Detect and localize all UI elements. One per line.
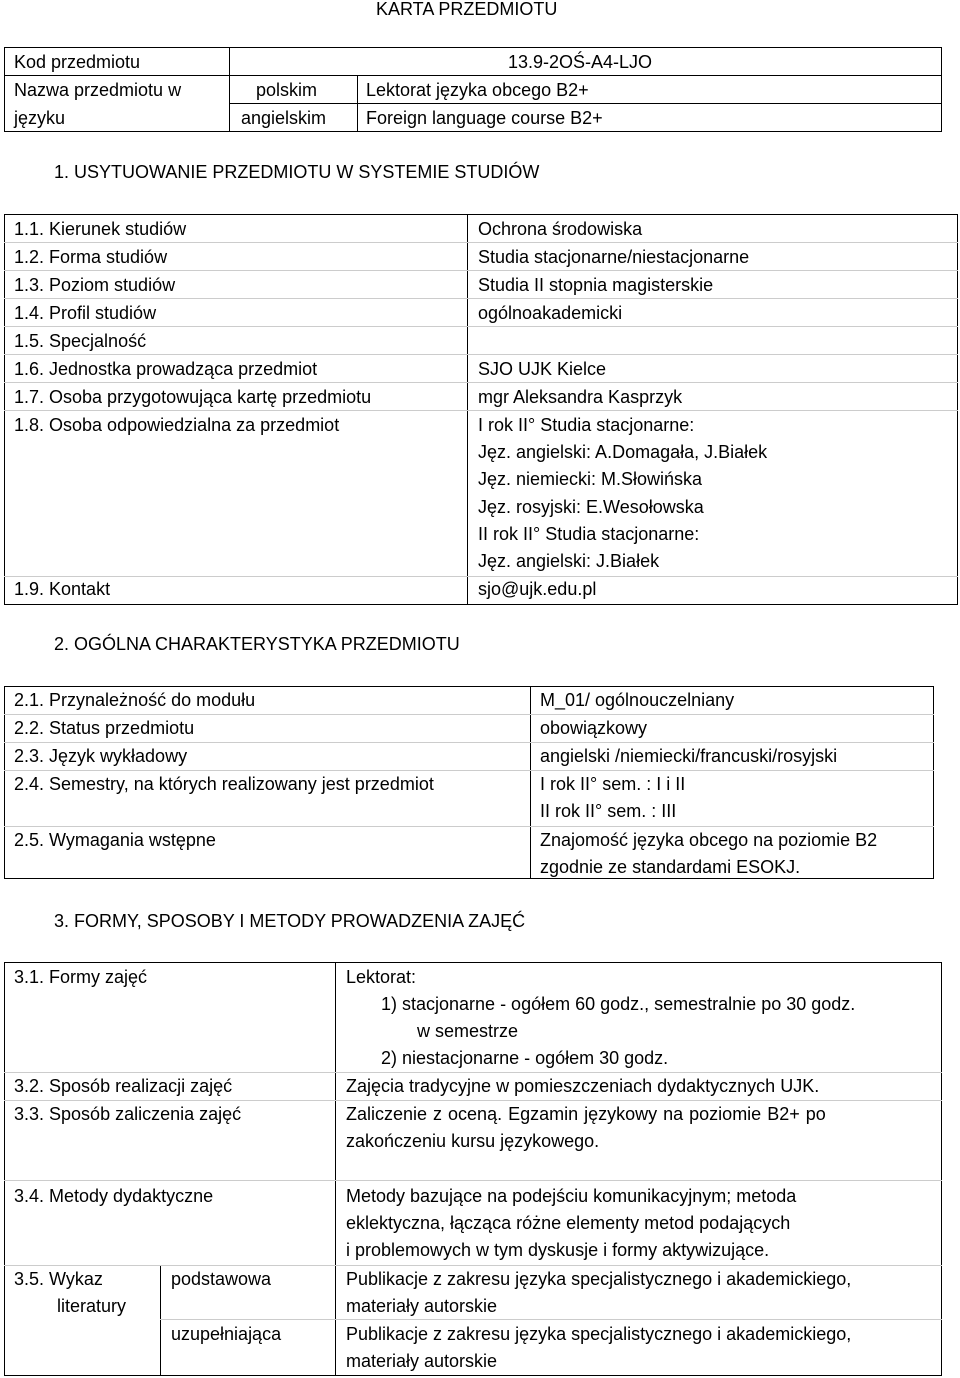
field-label: 2.5. Wymagania wstępne bbox=[14, 830, 216, 850]
literature-label: 3.5. Wykaz bbox=[14, 1269, 103, 1289]
field-label: 1.3. Poziom studiów bbox=[14, 275, 176, 295]
field-value: I rok II° sem. : I i II bbox=[540, 774, 686, 794]
course-name-label-line1: Nazwa przedmiotu w bbox=[14, 80, 182, 100]
didactic-value: eklektyczna, łącząca różne elementy metod podających bbox=[346, 1213, 791, 1233]
literature-label: literatury bbox=[57, 1296, 127, 1316]
literature-extra-value: Publikacje z zakresu języka specjalistycznego i akademickiego, bbox=[346, 1324, 852, 1344]
field-label: 1.5. Specjalność bbox=[14, 331, 147, 351]
course-name-polish: Lektorat języka obcego B2+ bbox=[366, 80, 589, 100]
field-value: II rok II° Studia stacjonarne: bbox=[478, 524, 700, 544]
course-code-label: Kod przedmiotu bbox=[14, 52, 141, 72]
language-english: angielskim bbox=[241, 108, 327, 128]
method-value: Zajęcia tradycyjne w pomieszczeniach dydaktycznych UJK. bbox=[346, 1076, 820, 1096]
field-value: Ochrona środowiska bbox=[478, 219, 643, 239]
field-label: 1.4. Profil studiów bbox=[14, 303, 157, 323]
field-label: 1.1. Kierunek studiów bbox=[14, 219, 187, 239]
literature-basic-label: podstawowa bbox=[171, 1269, 272, 1289]
field-value: angielski /niemiecki/francuski/rosyjski bbox=[540, 746, 838, 766]
forms-item: w semestrze bbox=[417, 1021, 519, 1041]
field-value: SJO UJK Kielce bbox=[478, 359, 607, 379]
field-value: II rok II° sem. : III bbox=[540, 801, 677, 821]
field-value: obowiązkowy bbox=[540, 718, 648, 738]
literature-basic-value: Publikacje z zakresu języka specjalistycznego i akademickiego, bbox=[346, 1269, 852, 1289]
forms-intro: Lektorat: bbox=[346, 967, 417, 987]
literature-extra-value: materiały autorskie bbox=[346, 1351, 498, 1371]
section3-heading: 3. FORMY, SPOSOBY I METODY PROWADZENIA ZAJĘĆ bbox=[54, 911, 526, 931]
section2-heading: 2. OGÓLNA CHARAKTERYSTYKA PRZEDMIOTU bbox=[54, 634, 460, 654]
course-name-label-line2: języku bbox=[14, 108, 66, 128]
field-value: Jęz. angielski: A.Domagała, J.Białek bbox=[478, 442, 768, 462]
field-value: Jęz. niemiecki: M.Słowińska bbox=[478, 469, 703, 489]
field-value: Studia II stopnia magisterskie bbox=[478, 275, 714, 295]
didactic-value: i problemowych w tym dyskusje i formy aktywizujące. bbox=[346, 1240, 770, 1260]
field-label: 2.2. Status przedmiotu bbox=[14, 718, 195, 738]
didactic-value: Metody bazujące na podejściu komunikacyjnym; metoda bbox=[346, 1186, 797, 1206]
field-value: Jęz. angielski: J.Białek bbox=[478, 551, 660, 571]
credit-value: Zaliczenie z oceną. Egzamin językowy na poziomie B2+ po bbox=[346, 1104, 826, 1124]
field-value: zgodnie ze standardami ESOKJ. bbox=[540, 857, 801, 877]
field-label: 2.1. Przynależność do modułu bbox=[14, 690, 256, 710]
field-label: 1.9. Kontakt bbox=[14, 579, 111, 599]
course-code-value: 13.9-2OŚ-A4-LJO bbox=[508, 52, 653, 72]
field-label: 1.7. Osoba przygotowująca kartę przedmiotu bbox=[14, 387, 372, 407]
credit-value: zakończeniu kursu językowego. bbox=[346, 1131, 600, 1151]
forms-item: 2) niestacjonarne - ogółem 30 godz. bbox=[381, 1048, 669, 1068]
language-polish: polskim bbox=[256, 80, 318, 100]
forms-item: 1) stacjonarne - ogółem 60 godz., semestralnie po 30 godz. bbox=[381, 994, 856, 1014]
literature-extra-label: uzupełniająca bbox=[171, 1324, 282, 1344]
contact-email: sjo@ujk.edu.pl bbox=[478, 579, 597, 599]
method-label: 3.2. Sposób realizacji zajęć bbox=[14, 1076, 233, 1096]
field-value: ogólnoakademicki bbox=[478, 303, 623, 323]
field-label: 1.2. Forma studiów bbox=[14, 247, 168, 267]
field-value: Studia stacjonarne/niestacjonarne bbox=[478, 247, 750, 267]
field-label: 1.8. Osoba odpowiedzialna za przedmiot bbox=[14, 415, 340, 435]
didactic-label: 3.4. Metody dydaktyczne bbox=[14, 1186, 214, 1206]
page-title: KARTA PRZEDMIOTU bbox=[376, 0, 558, 19]
field-value: Jęz. rosyjski: E.Wesołowska bbox=[478, 497, 704, 517]
field-value: M_01/ ogólnouczelniany bbox=[540, 690, 735, 710]
course-name-english: Foreign language course B2+ bbox=[366, 108, 603, 128]
literature-basic-value: materiały autorskie bbox=[346, 1296, 498, 1316]
section1-heading: 1. USYTUOWANIE PRZEDMIOTU W SYSTEMIE STUDIÓW bbox=[54, 162, 540, 182]
field-label: 2.3. Język wykładowy bbox=[14, 746, 188, 766]
forms-label: 3.1. Formy zajęć bbox=[14, 967, 148, 987]
field-value: Znajomość języka obcego na poziomie B2 bbox=[540, 830, 878, 850]
credit-label: 3.3. Sposób zaliczenia zajęć bbox=[14, 1104, 242, 1124]
field-value: mgr Aleksandra Kasprzyk bbox=[478, 387, 683, 407]
field-label: 1.6. Jednostka prowadząca przedmiot bbox=[14, 359, 318, 379]
field-value: I rok II° Studia stacjonarne: bbox=[478, 415, 695, 435]
field-label: 2.4. Semestry, na których realizowany jest przedmiot bbox=[14, 774, 434, 794]
